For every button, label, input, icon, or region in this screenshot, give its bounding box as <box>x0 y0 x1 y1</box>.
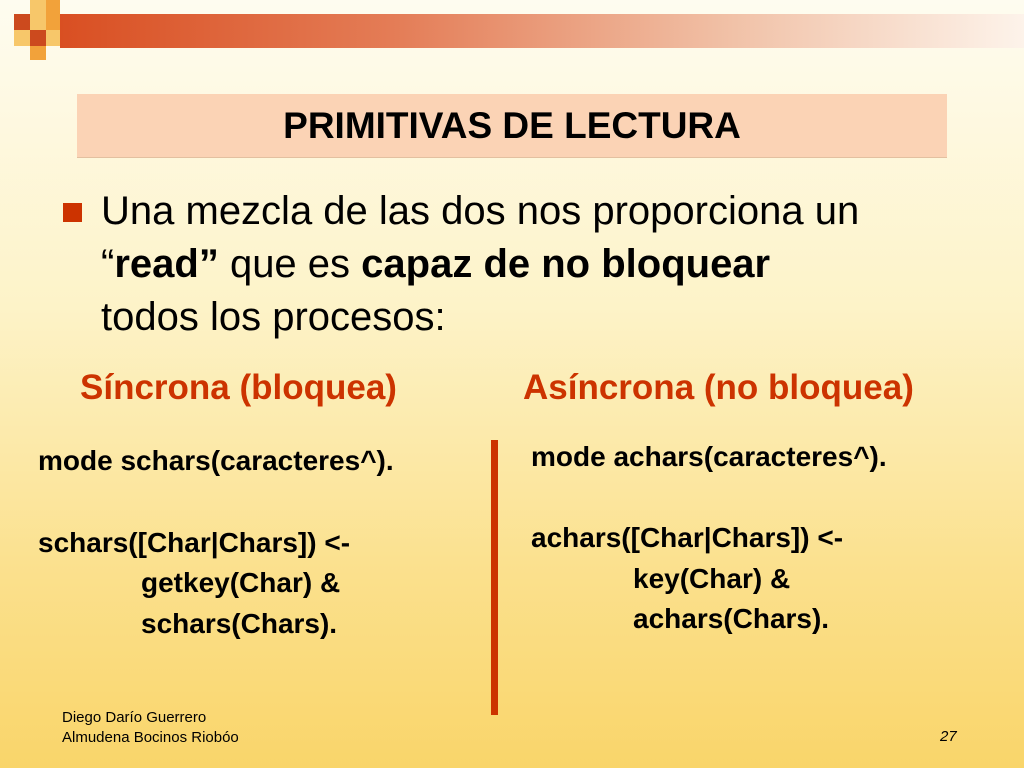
decorative-square <box>30 14 46 30</box>
decorative-square <box>30 0 46 14</box>
bullet-text <box>101 185 981 344</box>
bullet-part3: todos los procesos: <box>101 295 446 339</box>
page-number: 27 <box>940 728 957 745</box>
footer-author1: Diego Darío Guerrero <box>62 709 207 726</box>
decorative-square <box>46 14 60 30</box>
title-box <box>77 94 947 158</box>
footer-authors <box>62 708 239 748</box>
bullet-mid: que es <box>218 242 362 286</box>
left-code-line2: schars([Char|Chars]) <- <box>38 527 351 558</box>
decorative-square <box>46 0 60 14</box>
decorative-square <box>46 30 60 46</box>
right-code-line4: achars(Chars). <box>633 603 830 634</box>
right-code-line3: key(Char) & <box>633 563 791 594</box>
right-column-heading: Asíncrona (no bloquea) <box>523 368 914 407</box>
slide-title: PRIMITIVAS DE LECTURA <box>283 104 741 146</box>
column-divider <box>491 440 498 715</box>
bullet-capaz-phrase: capaz de no bloquear <box>361 242 771 286</box>
decorative-square <box>14 30 30 46</box>
left-column-heading: Síncrona (bloquea) <box>80 368 397 407</box>
bullet-part1: Una mezcla de las dos nos proporciona un <box>101 189 860 233</box>
bullet-open-quote: “ <box>101 242 115 286</box>
decorative-square <box>30 46 46 60</box>
right-code-line2: achars([Char|Chars]) <- <box>531 522 844 553</box>
header-gradient-bar <box>60 14 1024 48</box>
decorative-square <box>30 30 46 46</box>
bullet-square-icon <box>63 203 82 222</box>
bullet-read-keyword: read” <box>114 242 219 286</box>
right-code-line1: mode achars(caracteres^). <box>531 441 887 472</box>
left-code-line3: getkey(Char) & <box>141 567 341 598</box>
left-code-line4: schars(Chars). <box>141 608 338 639</box>
decorative-square <box>14 14 30 30</box>
left-code-line1: mode schars(caracteres^). <box>38 445 394 476</box>
footer-author2: Almudena Bocinos Riobóo <box>62 729 239 746</box>
